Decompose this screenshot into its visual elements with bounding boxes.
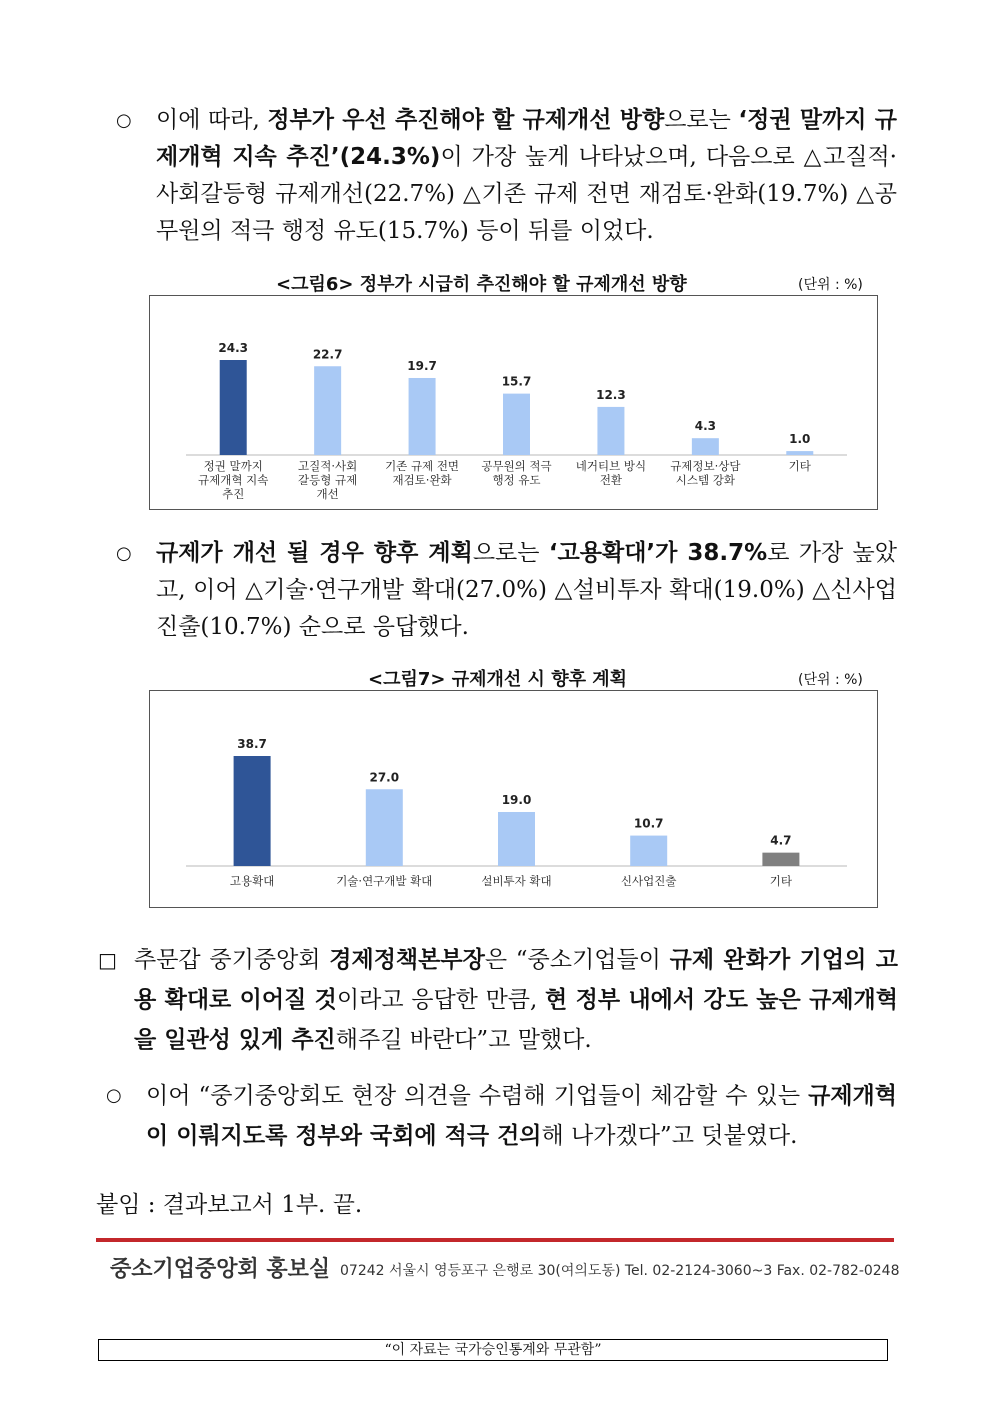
category-label-0: 고용확대	[229, 874, 275, 888]
category-label-1: 기술·연구개발 확대	[336, 874, 433, 888]
footer-organization: 중소기업중앙회 홍보실	[110, 1257, 331, 1282]
category-label-2: 재검토·완화	[392, 473, 452, 487]
bar-4	[762, 853, 799, 866]
category-label-1: 갈등형 규제	[298, 473, 358, 487]
footer-divider	[96, 1238, 894, 1242]
circle-bullet: ○	[106, 1085, 122, 1106]
category-label-5: 규제정보·상담	[670, 459, 741, 473]
bar-0	[220, 360, 247, 455]
bold-text: ‘정권 말까지 규제개혁 지속 추진’(24.3%)	[156, 107, 898, 170]
text: 로 가장 높았고, 이어 △기술·연구개발 확대(27.0%) △설비투자 확대(19.0%) △신사업진출(10.7%) 순으로 응답했다.	[156, 540, 897, 640]
text: 으로는	[472, 540, 549, 566]
category-label-0: 추진	[222, 487, 245, 501]
attachment-note: 붙임 : 결과보고서 1부. 끝.	[96, 1192, 363, 1218]
bar-4	[597, 407, 624, 455]
paragraph-quote	[98, 940, 898, 1060]
value-label-4: 12.3	[596, 387, 626, 402]
figure6-svg	[150, 296, 879, 511]
figure6-title: <그림6> 정부가 시급히 추진해야 할 규제개선 방향	[276, 274, 687, 295]
category-label-3: 행정 유도	[492, 473, 541, 487]
value-label-1: 22.7	[312, 347, 343, 362]
paragraph-future-plan	[116, 535, 897, 646]
value-label-3: 15.7	[501, 374, 532, 389]
text: 해 나가겠다”고 덧붙였다.	[541, 1123, 798, 1149]
bold-text: 규제 완화가 기업의 고용 확대로 이어질 것	[134, 947, 898, 1013]
value-label-6: 1.0	[789, 432, 811, 447]
value-label-0: 24.3	[218, 341, 249, 355]
bold-text: 경제정책본부장	[329, 947, 485, 973]
bold-text: ‘고용확대’가 38.7%	[548, 540, 768, 566]
category-label-5: 시스템 강화	[675, 473, 735, 487]
value-label-1: 27.0	[369, 770, 400, 785]
category-label-4: 네거티브 방식	[575, 459, 647, 473]
figure6-chart	[149, 295, 878, 510]
value-label-3: 10.7	[633, 816, 664, 831]
category-label-3: 신사업진출	[620, 874, 677, 888]
text: 으로는	[664, 107, 739, 133]
text: 추문갑 중기중앙회	[134, 947, 330, 973]
category-label-3: 공무원의 적극	[481, 459, 552, 473]
bar-5	[692, 438, 719, 455]
statistics-notice: “이 자료는 국가승인통계와 무관함”	[98, 1339, 888, 1361]
square-bullet: □	[98, 948, 117, 972]
figure7-title: <그림7> 규제개선 시 향후 계획	[368, 669, 628, 690]
text: 은 “중소기업들이	[484, 947, 670, 973]
value-label-2: 19.7	[407, 358, 437, 373]
bar-0	[234, 756, 271, 866]
text: 해주길 바란다”고 말했다.	[335, 1027, 592, 1053]
circle-bullet: ○	[116, 543, 132, 564]
value-label-2: 19.0	[501, 792, 532, 807]
paragraph-regulation-direction	[116, 102, 898, 250]
text: 이라고 응답한 만큼,	[336, 987, 546, 1013]
text: 이어 “중기중앙회도 현장 의견을 수렴해 기업들이 체감할 수 있는	[146, 1083, 809, 1109]
category-label-1: 고질적·사회	[298, 459, 358, 473]
category-label-6: 기타	[788, 459, 811, 473]
text: 이에 따라,	[156, 107, 268, 133]
category-label-2: 설비투자 확대	[481, 874, 552, 888]
category-label-4: 전환	[599, 473, 623, 487]
category-label-1: 개선	[316, 487, 339, 501]
figure7-svg	[150, 691, 879, 909]
bold-text: 규제가 개선 될 경우 향후 계획	[156, 540, 473, 566]
bar-2	[498, 812, 535, 866]
value-label-0: 38.7	[237, 737, 267, 751]
value-label-4: 4.7	[770, 833, 792, 848]
figure7-unit: (단위 : %)	[798, 672, 863, 688]
figure6-unit: (단위 : %)	[798, 277, 863, 293]
text: 이 가장 높게 나타났으며, 다음으로 △고질적·사회갈등형 규제개선(22.7%) △기존 규제 전면 재검토·완화(19.7%) △공무원의 적극 행정 유도(15.7%) 등이 뒤를 이었다.	[156, 144, 897, 244]
bold-text: 규제개혁이 이뤄지도록 정부와 국회에 적극 건의	[146, 1083, 897, 1149]
figure7-chart	[149, 690, 878, 908]
footer-address: 07242 서울시 영등포구 은행로 30(여의도동) Tel. 02-2124-3060~3 Fax. 02-782-0248	[340, 1263, 900, 1279]
bar-1	[366, 789, 403, 866]
bar-2	[409, 378, 436, 455]
bar-3	[503, 394, 530, 455]
bold-text: 정부가 우선 추진해야 할 규제개선 방향	[267, 107, 665, 133]
category-label-2: 기존 규제 전면	[385, 459, 460, 473]
bar-1	[314, 366, 341, 455]
category-label-0: 규제개혁 지속	[198, 473, 269, 487]
circle-bullet: ○	[116, 110, 132, 131]
category-label-0: 정권 말까지	[203, 459, 263, 473]
bar-3	[630, 836, 667, 866]
category-label-4: 기타	[769, 874, 793, 888]
bold-text: 현 정부 내에서 강도 높은 규제개혁을 일관성 있게 추진	[134, 987, 898, 1053]
paragraph-followup	[106, 1076, 897, 1156]
value-label-5: 4.3	[694, 419, 716, 434]
bar-6	[786, 451, 813, 455]
